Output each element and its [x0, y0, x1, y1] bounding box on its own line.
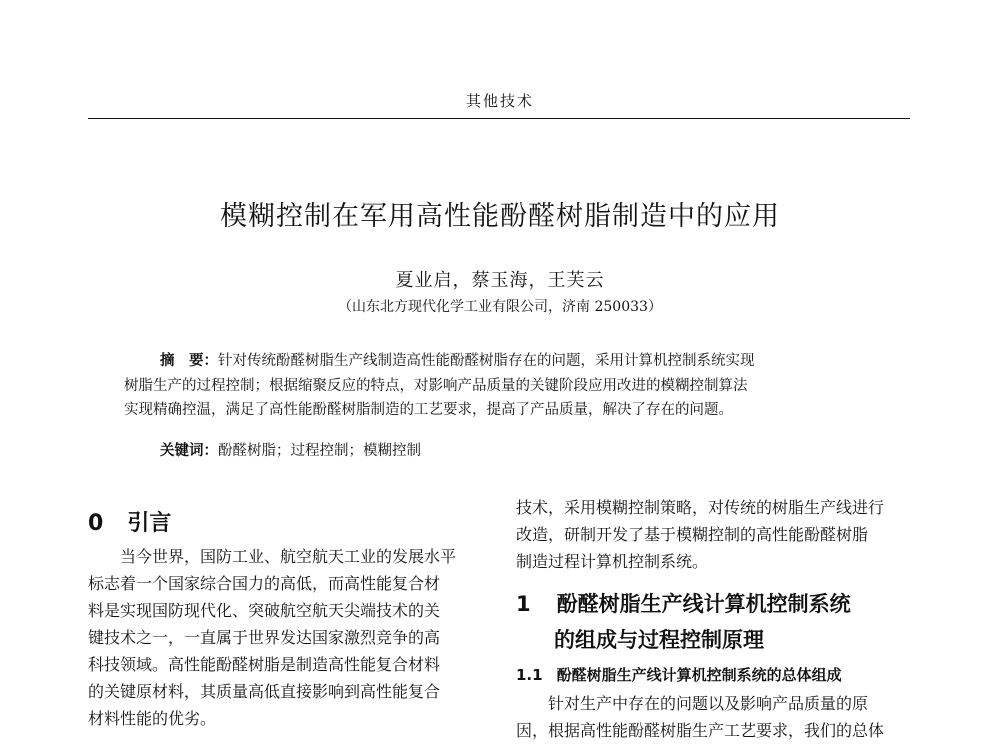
abstract-text: 针对传统酚醛树脂生产线制造高性能酚醛树脂存在的问题，采用计算机控制系统实现	[218, 353, 755, 369]
paragraph-line: 技术，采用模糊控制策略，对传统的树脂生产线进行	[516, 498, 885, 517]
paragraph-line: 键技术之一，一直属于世界发达国家激烈竞争的高	[88, 628, 441, 647]
paragraph-line: 改造，研制开发了基于模糊控制的高性能酚醛树脂	[516, 525, 869, 544]
paragraph-line: 科技领域。高性能酚醛树脂是制造高性能复合材料	[88, 655, 441, 674]
paragraph-line: 标志着一个国家综合国力的高低，而高性能复合材	[88, 574, 441, 593]
right-column-intro	[516, 494, 912, 575]
section-1-heading-line-2: 的组成与过程控制原理	[554, 628, 764, 652]
header-rule	[88, 118, 910, 119]
keywords-label: 关键词：	[160, 443, 218, 459]
abstract-line: 实现精确控温，满足了高性能酚醛树脂制造的工艺要求，提高了产品质量，解决了存在的问题。	[124, 402, 733, 418]
subsection-number: 1.1	[516, 666, 543, 684]
paragraph-line: 当今世界，国防工业、航空航天工业的发展水平	[120, 547, 457, 566]
left-column-body	[88, 543, 484, 732]
abstract-line	[124, 349, 884, 374]
section-title: 引言	[127, 511, 172, 536]
paragraph-line: 针对生产中存在的问题以及影响产品质量的原	[548, 694, 869, 713]
paragraph-line: 的关键原材料，其质量高低直接影响到高性能复合	[88, 682, 441, 701]
paragraph-line: 制造过程计算机控制系统。	[516, 552, 709, 571]
section-title: 酚醛树脂生产线计算机控制系统	[556, 592, 851, 616]
paragraph-line: 材料性能的优劣。	[88, 709, 217, 728]
abstract	[124, 349, 884, 423]
paper-affiliation: （山东北方现代化学工业有限公司，济南 250033）	[338, 299, 662, 315]
paragraph-line: 料是实现国防现代化、突破航空航天尖端技术的关	[88, 601, 441, 620]
abstract-line: 树脂生产的过程控制；根据缩聚反应的特点，对影响产品质量的关键阶段应用改进的模糊控制算法	[124, 377, 748, 394]
section-0-heading	[88, 506, 171, 537]
section-number: 0	[88, 511, 104, 536]
paper-title: 模糊控制在军用高性能酚醛树脂制造中的应用	[220, 201, 780, 232]
section-number: 1	[516, 592, 531, 616]
paper-authors: 夏业启，蔡玉海，王芙云	[395, 270, 605, 291]
section-1-heading	[516, 586, 851, 658]
keywords	[160, 439, 421, 460]
subsection-1-1-heading	[516, 664, 842, 685]
keywords-text: 酚醛树脂；过程控制；模糊控制	[218, 443, 421, 459]
paragraph-line: 因，根据高性能酚醛树脂生产工艺要求，我们的总体	[516, 721, 885, 740]
right-column-body	[516, 690, 912, 744]
running-header: 其他技术	[465, 92, 534, 110]
section-1-heading-line-1	[516, 586, 851, 622]
subsection-title: 酚醛树脂生产线计算机控制系统的总体组成	[556, 666, 842, 684]
abstract-label: 摘 要：	[160, 353, 218, 369]
